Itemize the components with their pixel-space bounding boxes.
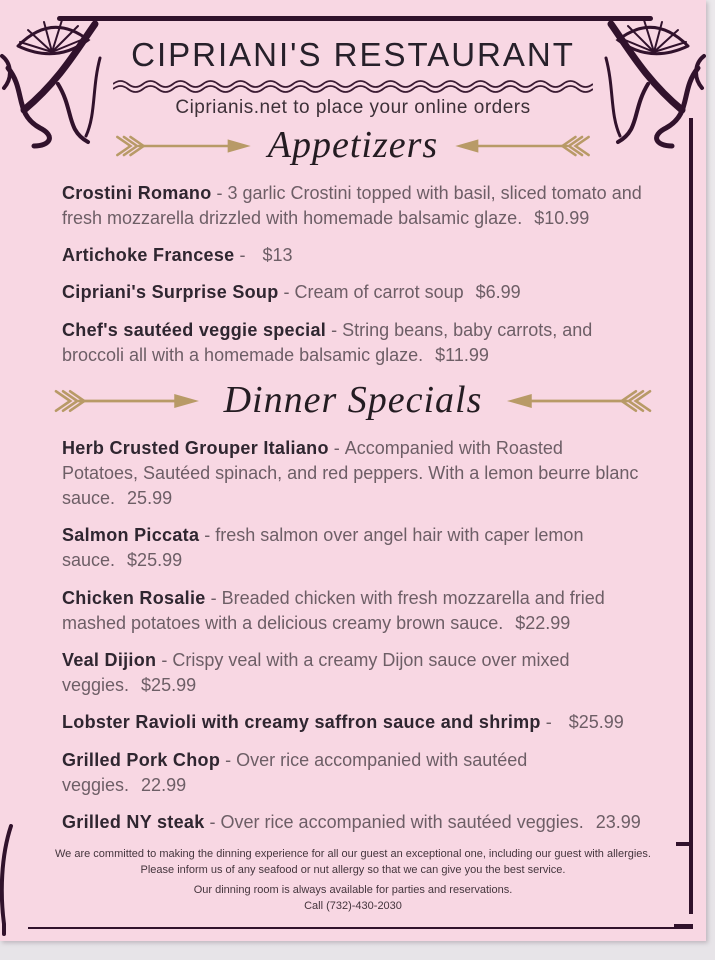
menu-item-separator: - — [209, 811, 216, 832]
menu-item-description: 3 garlic Crostini topped with basil, sliced tomato and fresh mozzarella drizzled with homemade balsamic glaze. — [62, 182, 642, 228]
menu-item-separator: - — [239, 245, 246, 266]
section-title: Appetizers — [267, 124, 439, 166]
menu-item-name: Veal Dijion — [62, 650, 157, 671]
menu-item-description: Cream of carrot soup — [294, 282, 464, 303]
right-bracket-serif-top — [676, 842, 691, 846]
menu-item-name: Grilled Pork Chop — [62, 749, 221, 770]
menu-item-separator: - — [283, 282, 290, 303]
menu-item-price: 23.99 — [595, 811, 641, 832]
menu-item-price: 25.99 — [127, 488, 173, 509]
menu-item — [62, 710, 642, 735]
dinner-specials-list — [0, 436, 706, 835]
menu-item — [62, 810, 642, 835]
menu-item-price: $25.99 — [141, 675, 197, 696]
online-orders-note: Ciprianis.net to place your online orders — [175, 97, 531, 118]
menu-item-description: Breaded chicken with fresh mozzarella and fried mashed potatoes with a delicious creamy brown sauce. — [62, 587, 605, 633]
menu-item-price: $22.99 — [515, 612, 571, 633]
footer-notes — [39, 847, 667, 915]
right-border-line — [689, 118, 693, 914]
menu-item-name: Chef's sautéed veggie special — [62, 319, 327, 340]
floral-corner-ornament-icon — [0, 18, 118, 150]
menu-item-name: Crostini Romano — [62, 182, 212, 203]
arrow-left-icon — [496, 386, 661, 416]
menu-item-description: Accompanied with Roasted Potatoes, Sautéed spinach, and red peppers. With a lemon beurre blanc sauce. — [62, 437, 639, 509]
menu-item-price: $13 — [262, 245, 293, 266]
menu-item — [62, 586, 642, 636]
menu-item-name: Lobster Ravioli with creamy saffron sauce and shrimp — [62, 712, 541, 733]
menu-item-separator: - — [545, 712, 552, 733]
section-title: Dinner Specials — [223, 378, 483, 421]
menu-item-name: Grilled NY steak — [62, 811, 205, 832]
menu-item — [62, 648, 642, 698]
allergy-note: We are committed to making the dinning experience for all our guest an exceptional one, including our guest with allergies. Please inform us of any seafood or nut allergy so that we can give you the best service. — [55, 848, 651, 877]
menu-item-description: Crispy veal with a creamy Dijon sauce over mixed veggies. — [62, 650, 570, 696]
arrow-left-icon — [452, 131, 592, 161]
menu-item — [62, 748, 642, 798]
menu-item-separator: - — [225, 749, 232, 770]
bottom-left-frame-curve — [0, 824, 14, 938]
menu-item-separator: - — [216, 182, 223, 203]
menu-item-separator: - — [333, 437, 340, 458]
reservations-note: Our dinning room is always available for parties and reservations. — [193, 884, 513, 897]
arrow-right-icon — [114, 131, 254, 161]
menu-item-price: $10.99 — [534, 207, 590, 228]
menu-item-description: Over rice accompanied with sautéed veggies. — [220, 811, 584, 832]
menu-item-name: Artichoke Francese — [62, 245, 235, 266]
floral-corner-ornament-icon — [588, 18, 706, 150]
menu-item — [62, 243, 642, 268]
menu-item-price: $6.99 — [475, 282, 521, 303]
menu-item-name: Cipriani's Surprise Soup — [62, 282, 279, 303]
menu-item-price: $25.99 — [568, 712, 624, 733]
menu-item-description: Over rice accompanied with sautéed veggies. — [62, 749, 528, 795]
menu-item — [62, 436, 642, 512]
top-border-line — [57, 16, 653, 21]
menu-item-separator: - — [161, 650, 168, 671]
menu-item-description: fresh salmon over angel hair with caper lemon sauce. — [62, 525, 584, 571]
menu-item — [62, 280, 642, 305]
menu-item-price: 22.99 — [141, 774, 187, 795]
menu-item — [62, 318, 642, 368]
menu-item-price: $11.99 — [435, 344, 489, 365]
menu-item — [62, 181, 642, 231]
phone-number: Call (732)-430-2030 — [304, 899, 402, 912]
menu-item-name: Salmon Piccata — [62, 525, 200, 546]
menu-item-name: Chicken Rosalie — [62, 587, 206, 608]
appetizers-list — [0, 181, 706, 368]
right-bracket-serif-bottom — [674, 924, 693, 929]
bottom-border-line — [28, 927, 674, 929]
menu-item-separator: - — [204, 525, 211, 546]
menu-item-separator: - — [331, 319, 338, 340]
section-heading-dinner-specials — [0, 380, 706, 422]
restaurant-title: CIPRIANI'S RESTAURANT — [131, 36, 575, 73]
menu-item — [62, 523, 642, 573]
menu-item-price: $25.99 — [127, 550, 183, 571]
menu-item-description: String beans, baby carrots, and broccoli all with a homemade balsamic glaze. — [62, 319, 593, 365]
arrow-right-icon — [45, 386, 210, 416]
menu-item-name: Herb Crusted Grouper Italiano — [62, 437, 329, 458]
wavy-divider — [113, 78, 593, 96]
menu-item-separator: - — [210, 587, 217, 608]
